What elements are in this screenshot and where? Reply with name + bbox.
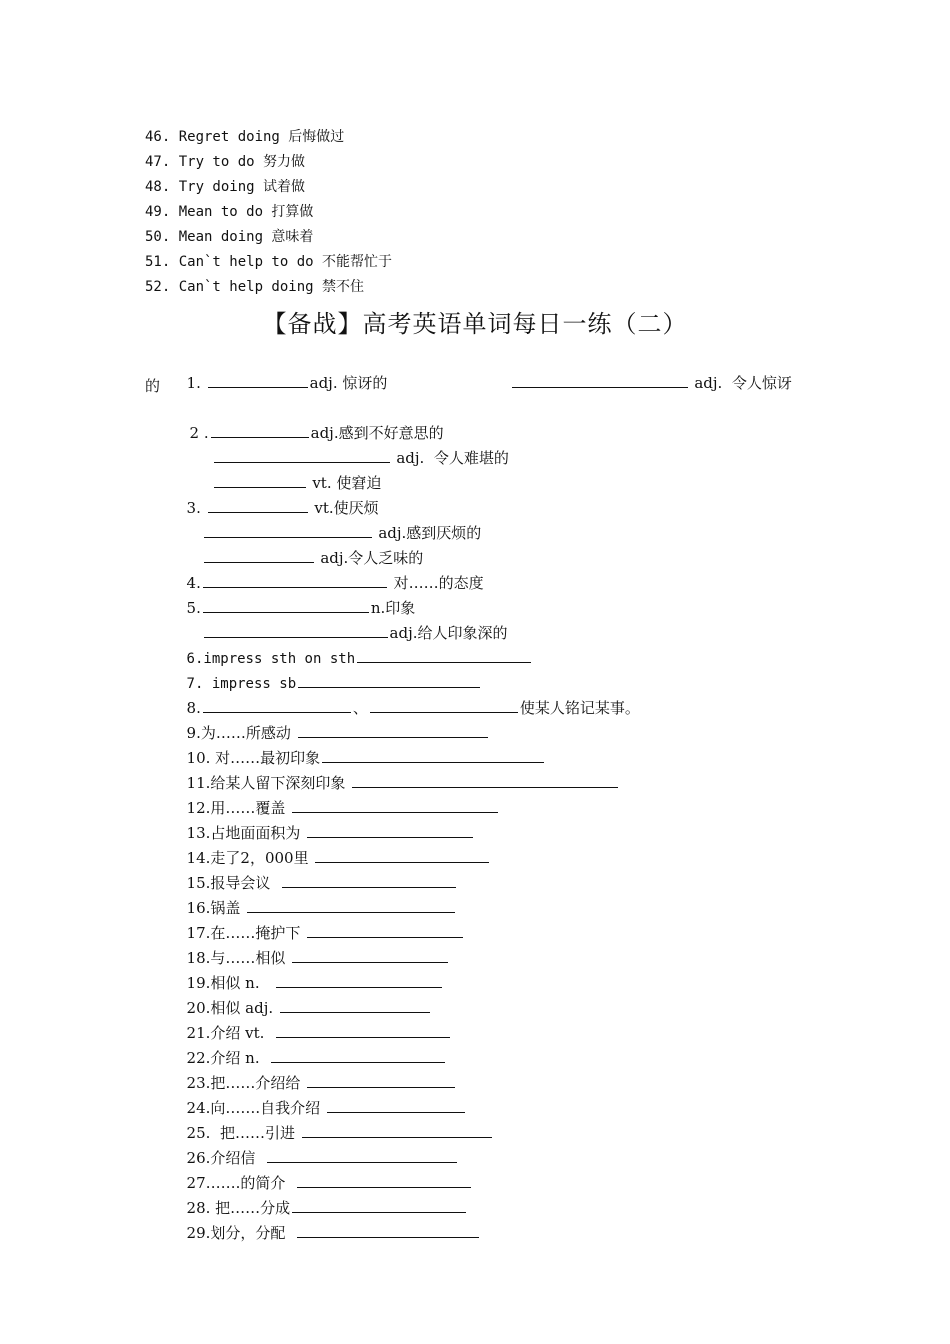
item-text: 17.在……掩护下 (186, 924, 306, 942)
item-text: 使某人铭记某事。 (519, 699, 640, 717)
exercise-item-2b (202, 425, 509, 467)
item-text: 23.把……介绍给 (186, 1074, 306, 1092)
item-text: 11.给某人留下深刻印象 (186, 774, 351, 792)
exercise-item-2 (180, 400, 444, 442)
item-text: adj. 令人惊讶 (689, 374, 792, 392)
item-text: 18.与……相似 (186, 949, 291, 967)
item-text: 6.impress sth on sth (186, 651, 356, 667)
item-text: 22.介绍 n. (186, 1049, 270, 1067)
item-number: 5. (186, 599, 201, 617)
item-text: 12.用……覆盖 (186, 799, 291, 817)
item-text: adj.感到厌烦的 (373, 524, 482, 542)
exercise-item-18 (177, 925, 450, 967)
item-text: vt. 使窘迫 (307, 474, 382, 492)
item-text: 对……的态度 (388, 574, 484, 592)
list-item: 47. Try to do 努力做 (145, 154, 306, 170)
item-text: 19.相似 n. (186, 974, 274, 992)
exercise-item-20 (177, 975, 432, 1017)
exercise-item-17 (177, 900, 465, 942)
exercise-item-7 (177, 650, 482, 692)
item-text: adj.感到不好意思的 (310, 424, 444, 442)
item-text: 14.走了2，000里 (186, 849, 314, 867)
exercise-item-3c (192, 525, 424, 567)
item-text: 20.相似 adj. (186, 999, 278, 1017)
answer-blank[interactable] (297, 1223, 479, 1238)
item-text: adj. 惊讶的 (309, 374, 388, 392)
item-text: 7. impress sb (186, 676, 297, 692)
item-text: 16.锅盖 (186, 899, 246, 917)
exercise-item-16 (177, 875, 457, 917)
item-text: 21.介绍 vt. (186, 1024, 274, 1042)
exercise-item-4 (177, 550, 484, 592)
exercise-item-28 (177, 1175, 468, 1217)
item-text: n.印象 (370, 599, 416, 617)
exercise-item-21 (177, 1000, 452, 1042)
exercise-item-26 (177, 1125, 459, 1167)
exercise-item-6 (177, 625, 533, 667)
list-item: 48. Try doing 试着做 (145, 179, 306, 195)
item-number: 3. (186, 499, 206, 517)
item-text: adj. 令人难堪的 (391, 449, 509, 467)
item-text: 28. 把……分成 (186, 1199, 291, 1217)
item-number: 4. (186, 574, 201, 592)
exercise-item-23 (177, 1050, 457, 1092)
exercise-item-15 (177, 850, 458, 892)
exercise-item-24 (177, 1075, 467, 1117)
exercise-item-22 (177, 1025, 447, 1067)
item-text: 29.划分，分配 (186, 1224, 295, 1242)
item-text: vt.使厌烦 (309, 499, 379, 517)
exercise-item-25 (177, 1100, 494, 1142)
exercise-item-1b (500, 350, 792, 392)
item-text: adj.令人乏味的 (315, 549, 424, 567)
item-text: 13.占地面面积为 (186, 824, 306, 842)
wrapped-text: 的 (145, 377, 161, 395)
item-number: 1. (186, 374, 206, 392)
item-text: 9.为……所感动 (186, 724, 296, 742)
item-number: 8. (186, 699, 201, 717)
exercise-item-19 (177, 950, 444, 992)
exercise-item-2c (202, 450, 382, 492)
exercise-item-9 (177, 700, 490, 742)
exercise-item-5b (192, 600, 508, 642)
item-text: 26.介绍信 (186, 1149, 265, 1167)
exercise-item-8 (177, 675, 640, 717)
list-item: 50. Mean doing 意味着 (145, 229, 314, 245)
exercise-item-27 (177, 1150, 473, 1192)
exercise-item-29 (177, 1200, 481, 1242)
exercise-item-5 (177, 575, 416, 617)
separator: 、 (352, 699, 368, 717)
list-item: 52. Can`t help doing 禁不住 (145, 279, 365, 295)
item-number: 2 . (189, 424, 209, 442)
item-text: 15.报导会议 (186, 874, 280, 892)
exercise-item-12 (177, 775, 500, 817)
item-text: 25. 把……引进 (186, 1124, 300, 1142)
page-title: 【备战】高考英语单词每日一练（二） (262, 310, 688, 338)
item-text: 10. 对……最初印象 (186, 749, 321, 767)
item-text: adj.给人印象深的 (389, 624, 508, 642)
exercise-item-1 (177, 350, 388, 392)
item-text: 27…….的简介 (186, 1174, 295, 1192)
list-item: 51. Can`t help to do 不能帮忙于 (145, 254, 393, 270)
exercise-item-14 (177, 825, 491, 867)
exercise-item-10 (177, 725, 546, 767)
exercise-item-11 (177, 750, 620, 792)
answer-blank[interactable] (512, 373, 688, 388)
exercise-item-3b (192, 500, 482, 542)
answer-blank[interactable] (208, 373, 308, 388)
list-item: 49. Mean to do 打算做 (145, 204, 314, 220)
exercise-item-13 (177, 800, 475, 842)
list-item: 46. Regret doing 后悔做过 (145, 129, 345, 145)
exercise-item-3 (177, 475, 379, 517)
item-text: 24.向…….自我介绍 (186, 1099, 325, 1117)
